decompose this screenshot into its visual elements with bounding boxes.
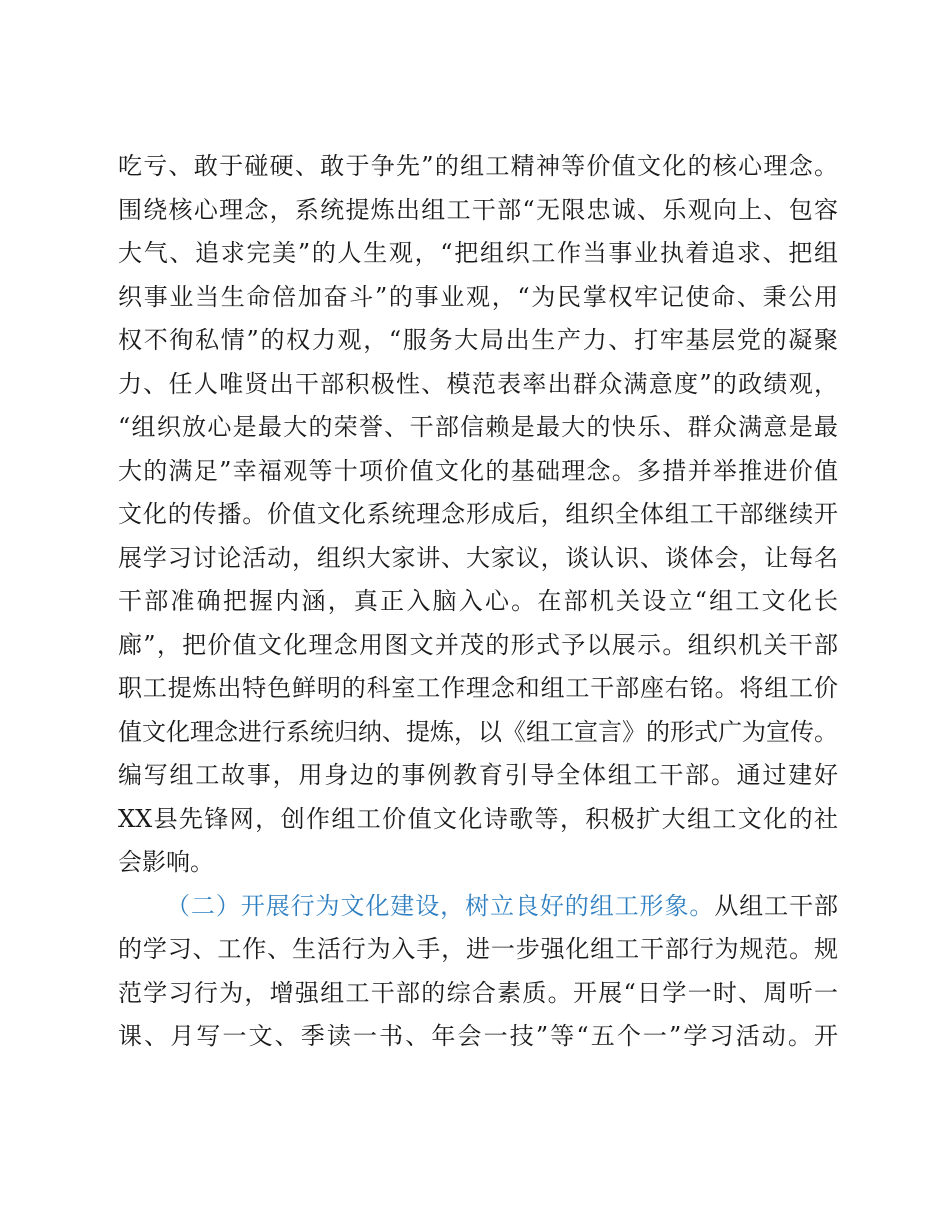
text-span: 从组工干部 — [714, 891, 839, 920]
text-line: 廊”，把价值文化理念用图文并茂的形式予以展示。组织机关干部 — [118, 630, 838, 659]
text-line: 职工提炼出特色鲜明的科室工作理念和组工干部座右铭。将组工价 — [118, 674, 838, 702]
text-line: 力、任人唯贤出干部积极性、模范表率出群众满意度”的政绩观， — [118, 369, 838, 398]
text-line: 权不徇私情”的权力观，“服务大局出生产力、打牢基层党的凝聚 — [118, 326, 838, 354]
text-line: 课、月写一文、季读一书、年会一技”等“五个一”学习活动。开 — [118, 1022, 838, 1050]
paragraph-behavior-culture — [118, 885, 838, 1059]
section-heading-line — [118, 885, 838, 929]
text-line: 吃亏、敢于碰硬、敢于争先”的组工精神等价值文化的核心理念。 — [118, 152, 838, 180]
text-line: 的学习、工作、生活行为入手，进一步强化组工干部行为规范。规 — [118, 935, 838, 963]
text-line: 围绕核心理念，系统提炼出组工干部“无限忠诚、乐观向上、包容 — [118, 195, 838, 224]
text-line: 编写组工故事，用身边的事例教育引导全体组工干部。通过建好 — [118, 761, 838, 789]
text-line: 大的满足”幸福观等十项价值文化的基础理念。多措并举推进价值 — [118, 456, 838, 485]
text-line: 值文化理念进行系统归纳、提炼，以《组工宣言》的形式广为宣传。 — [118, 717, 838, 746]
text-line: XX县先锋网，创作组工价值文化诗歌等，积极扩大组工文化的社 — [118, 804, 838, 833]
document-page — [118, 145, 838, 1059]
text-line: 会影响。 — [118, 848, 214, 876]
text-line: 干部准确把握内涵，真正入脑入心。在部机关设立“组工文化长 — [118, 587, 838, 615]
text-line: 展学习讨论活动，组织大家讲、大家议，谈认识、谈体会，让每名 — [118, 543, 838, 572]
text-line: 范学习行为，增强组工干部的综合素质。开展“日学一时、周听一 — [118, 978, 838, 1007]
text-line: 文化的传播。价值文化系统理念形成后，组织全体组工干部继续开 — [118, 500, 838, 528]
section-heading: （二）开展行为文化建设，树立良好的组工形象。 — [166, 891, 715, 920]
paragraph-value-culture — [118, 145, 838, 885]
text-line: “组织放心是最大的荣誉、干部信赖是最大的快乐、群众满意是最 — [118, 413, 838, 441]
text-line: 织事业当生命倍加奋斗”的事业观，“为民掌权牢记使命、秉公用 — [118, 282, 838, 311]
text-line: 大气、追求完美”的人生观，“把组织工作当事业执着追求、把组 — [118, 239, 838, 267]
